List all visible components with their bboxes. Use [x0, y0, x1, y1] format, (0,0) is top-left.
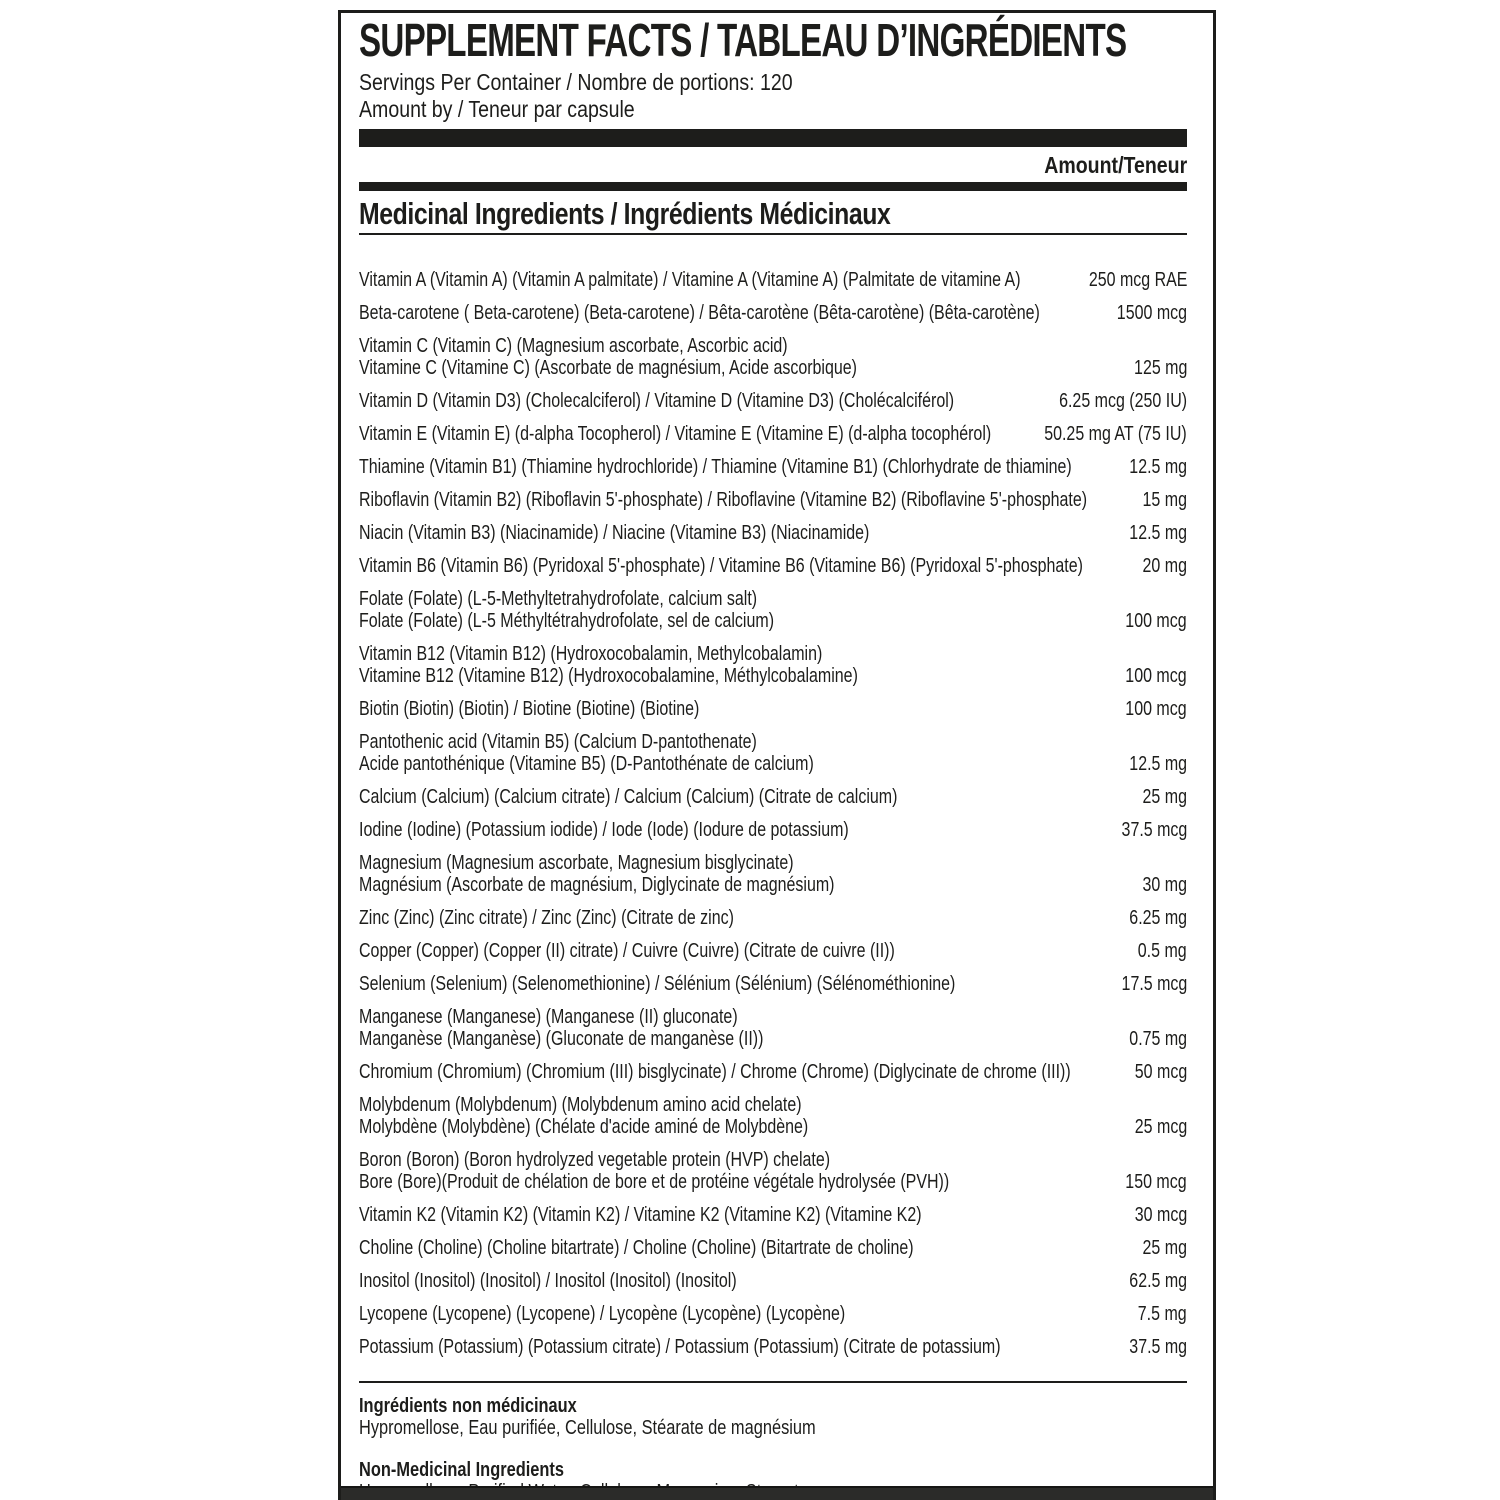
- footer-rule: [359, 1381, 1187, 1383]
- ingredient-amount: 12.5 mg: [1129, 521, 1187, 544]
- ingredient-name-line: Manganèse (Manganèse) (Gluconate de manganèse (II)): [359, 1027, 764, 1050]
- ingredient-name-line: Vitamin B12 (Vitamin B12) (Hydroxocobalamin, Methylcobalamin): [359, 642, 823, 665]
- ingredient-row: [359, 973, 1187, 995]
- ingredient-amount: 100 mcg: [1125, 664, 1187, 687]
- panel-title-text: SUPPLEMENT FACTS / TABLEAU D’INGRÉDIENTS: [359, 14, 1127, 66]
- ingredient-row: [359, 852, 1187, 896]
- non-medicinal-fr-block: [359, 1395, 1187, 1439]
- ingredient-amount: 20 mg: [1142, 554, 1187, 577]
- ingredient-name: [359, 1204, 1187, 1226]
- ingredient-name-line: Acide pantothénique (Vitamine B5) (D-Pantothénate de calcium): [359, 752, 814, 775]
- ingredient-row: [359, 456, 1187, 478]
- ingredient-row: [359, 907, 1187, 929]
- non-medicinal-en-heading: Non-Medicinal Ingredients: [359, 1459, 565, 1481]
- ingredient-name-line: Vitamin C (Vitamin C) (Magnesium ascorbate, Ascorbic acid): [359, 334, 788, 357]
- ingredient-name: [359, 1094, 1187, 1138]
- ingredient-row: [359, 335, 1187, 379]
- ingredient-name: [359, 731, 1187, 775]
- ingredient-amount: 25 mg: [1142, 785, 1187, 808]
- ingredient-name: [359, 852, 1187, 896]
- ingredient-name-line: Vitamin B6 (Vitamin B6) (Pyridoxal 5'-phosphate) / Vitamine B6 (Vitamine B6) (Pyridoxal 5'-phosphate): [359, 554, 1083, 577]
- ingredient-name: [359, 973, 1187, 995]
- ingredient-row: [359, 555, 1187, 577]
- non-medicinal-fr-heading: Ingrédients non médicinaux: [359, 1395, 577, 1417]
- ingredient-name-line: Calcium (Calcium) (Calcium citrate) / Calcium (Calcium) (Citrate de calcium): [359, 785, 898, 808]
- ingredient-name: [359, 1061, 1187, 1083]
- ingredient-name-line: Magnesium (Magnesium ascorbate, Magnesium bisglycinate): [359, 851, 794, 874]
- amount-per-line: Amount by / Teneur par capsule: [359, 96, 635, 122]
- ingredient-amount: 6.25 mcg (250 IU): [1059, 389, 1187, 412]
- ingredient-name: [359, 335, 1187, 379]
- ingredient-name-line: Potassium (Potassium) (Potassium citrate) / Potassium (Potassium) (Citrate de potassium): [359, 1335, 1001, 1358]
- ingredient-amount: 12.5 mg: [1129, 752, 1187, 775]
- ingredient-name: [359, 489, 1187, 511]
- ingredient-name-line: Niacin (Vitamin B3) (Niacinamide) / Niacine (Vitamine B3) (Niacinamide): [359, 521, 870, 544]
- ingredient-amount: 37.5 mcg: [1121, 818, 1187, 841]
- ingredient-name-line: Vitamin E (Vitamin E) (d-alpha Tocopherol) / Vitamine E (Vitamine E) (d-alpha tocophérol): [359, 422, 992, 445]
- ingredient-row: [359, 588, 1187, 632]
- ingredient-row: [359, 1149, 1187, 1193]
- ingredient-name: [359, 456, 1187, 478]
- ingredient-name: [359, 786, 1187, 808]
- ingredient-name-line: Vitamine C (Vitamine C) (Ascorbate de magnésium, Acide ascorbique): [359, 356, 857, 379]
- ingredient-row: [359, 269, 1187, 291]
- ingredient-row: [359, 643, 1187, 687]
- ingredient-rows: [359, 269, 1187, 1358]
- ingredient-amount: 15 mg: [1142, 488, 1187, 511]
- ingredient-row: [359, 1336, 1187, 1358]
- ingredient-name-line: Zinc (Zinc) (Zinc citrate) / Zinc (Zinc) (Citrate de zinc): [359, 906, 734, 929]
- ingredient-name-line: Biotin (Biotin) (Biotin) / Biotine (Biotine) (Biotine): [359, 697, 700, 720]
- bottom-bar: [341, 1486, 1213, 1500]
- ingredient-row: [359, 1237, 1187, 1259]
- non-medicinal-fr-list: Hypromellose, Eau purifiée, Cellulose, Stéarate de magnésium: [359, 1417, 816, 1439]
- servings-line: Servings Per Container / Nombre de portions: 120: [359, 69, 793, 95]
- ingredient-row: [359, 1094, 1187, 1138]
- ingredient-name: [359, 1303, 1187, 1325]
- ingredient-name-line: Pantothenic acid (Vitamin B5) (Calcium D-pantothenate): [359, 730, 757, 753]
- ingredient-row: [359, 786, 1187, 808]
- ingredient-amount: 7.5 mg: [1138, 1302, 1187, 1325]
- ingredient-name-line: Magnésium (Ascorbate de magnésium, Diglycinate de magnésium): [359, 873, 835, 896]
- ingredient-row: [359, 1006, 1187, 1050]
- supplement-facts-panel: [338, 10, 1216, 1500]
- ingredient-name-line: Riboflavin (Vitamin B2) (Riboflavin 5'-phosphate) / Riboflavine (Vitamine B2) (Riboflavine 5'-phosphate): [359, 488, 1088, 511]
- ingredient-row: [359, 489, 1187, 511]
- ingredient-name-line: Lycopene (Lycopene) (Lycopene) / Lycopène (Lycopène) (Lycopène): [359, 1302, 846, 1325]
- ingredient-amount: 25 mcg: [1134, 1115, 1187, 1138]
- ingredient-name: [359, 588, 1187, 632]
- ingredient-amount: 50.25 mg AT (75 IU): [1044, 422, 1187, 445]
- ingredient-amount: 100 mcg: [1125, 609, 1187, 632]
- ingredient-name-line: Beta-carotene ( Beta-carotene) (Beta-carotene) / Bêta-carotène (Bêta-carotène) (Bêta-carotène): [359, 301, 1040, 324]
- ingredient-row: [359, 819, 1187, 841]
- ingredient-name-line: Folate (Folate) (L-5-Methyltetrahydrofolate, calcium salt): [359, 587, 758, 610]
- ingredient-amount: 6.25 mg: [1129, 906, 1187, 929]
- ingredient-row: [359, 731, 1187, 775]
- ingredient-name-line: Choline (Choline) (Choline bitartrate) / Choline (Choline) (Bitartrate de choline): [359, 1236, 914, 1259]
- ingredient-name-line: Thiamine (Vitamin B1) (Thiamine hydrochloride) / Thiamine (Vitamine B1) (Chlorhydrate de thiamine): [359, 455, 1072, 478]
- ingredient-name: [359, 940, 1187, 962]
- ingredient-name-line: Manganese (Manganese) (Manganese (II) gluconate): [359, 1005, 738, 1028]
- ingredient-amount: 1500 mcg: [1116, 301, 1187, 324]
- ingredient-row: [359, 698, 1187, 720]
- ingredient-name-line: Vitamine B12 (Vitamine B12) (Hydroxocobalamine, Méthylcobalamine): [359, 664, 858, 687]
- ingredient-name: [359, 698, 1187, 720]
- ingredient-name: [359, 555, 1187, 577]
- ingredient-name: [359, 907, 1187, 929]
- ingredient-name: [359, 819, 1187, 841]
- section-heading: Medicinal Ingredients / Ingrédients Médicinaux: [359, 196, 891, 231]
- ingredient-name: [359, 1270, 1187, 1292]
- ingredient-amount: 62.5 mg: [1129, 1269, 1187, 1292]
- ingredient-name: [359, 643, 1187, 687]
- ingredient-name: [359, 302, 1187, 324]
- header-divider-bar: [359, 129, 1187, 147]
- section-heading-rule: [359, 233, 1187, 235]
- ingredient-name-line: Folate (Folate) (L-5 Méthyltétrahydrofolate, sel de calcium): [359, 609, 775, 632]
- amount-column-header: Amount/Teneur: [1044, 152, 1187, 178]
- ingredient-amount: 50 mcg: [1134, 1060, 1187, 1083]
- ingredient-name-line: Boron (Boron) (Boron hydrolyzed vegetable protein (HVP) chelate): [359, 1148, 831, 1171]
- ingredient-name: [359, 522, 1187, 544]
- ingredient-amount: 30 mcg: [1134, 1203, 1187, 1226]
- ingredient-row: [359, 940, 1187, 962]
- panel-title: [359, 14, 1187, 66]
- ingredient-name-line: Molybdenum (Molybdenum) (Molybdenum amino acid chelate): [359, 1093, 802, 1116]
- ingredient-name: [359, 1149, 1187, 1193]
- ingredient-amount: 250 mcg RAE: [1088, 268, 1187, 291]
- ingredient-row: [359, 1303, 1187, 1325]
- ingredient-amount: 17.5 mcg: [1121, 972, 1187, 995]
- ingredient-amount: 125 mg: [1133, 356, 1187, 379]
- ingredient-name-line: Vitamin D (Vitamin D3) (Cholecalciferol) / Vitamine D (Vitamine D3) (Cholécalciférol): [359, 389, 955, 412]
- ingredient-name: [359, 1006, 1187, 1050]
- ingredient-name-line: Chromium (Chromium) (Chromium (III) bisglycinate) / Chrome (Chrome) (Diglycinate de chrome (III)): [359, 1060, 1071, 1083]
- ingredient-amount: 100 mcg: [1125, 697, 1187, 720]
- header-divider-bar-thin: [359, 182, 1187, 191]
- ingredient-row: [359, 522, 1187, 544]
- ingredient-row: [359, 1204, 1187, 1226]
- ingredient-row: [359, 1270, 1187, 1292]
- ingredient-row: [359, 1061, 1187, 1083]
- ingredient-amount: 150 mcg: [1125, 1170, 1187, 1193]
- ingredient-name: [359, 1237, 1187, 1259]
- panel-content: [341, 14, 1213, 1500]
- ingredient-row: [359, 423, 1187, 445]
- ingredient-amount: 25 mg: [1142, 1236, 1187, 1259]
- ingredient-row: [359, 302, 1187, 324]
- ingredient-name: [359, 1336, 1187, 1358]
- ingredient-name-line: Bore (Bore)(Produit de chélation de bore et de protéine végétale hydrolysée (PVH)): [359, 1170, 950, 1193]
- ingredient-amount: 37.5 mg: [1129, 1335, 1187, 1358]
- ingredient-amount: 30 mg: [1142, 873, 1187, 896]
- ingredient-name-line: Vitamin A (Vitamin A) (Vitamin A palmitate) / Vitamine A (Vitamine A) (Palmitate de vitamine A): [359, 268, 1021, 291]
- ingredient-amount: 12.5 mg: [1129, 455, 1187, 478]
- ingredient-name-line: Selenium (Selenium) (Selenomethionine) / Sélénium (Sélénium) (Sélénométhionine): [359, 972, 956, 995]
- ingredient-amount: 0.75 mg: [1129, 1027, 1187, 1050]
- ingredient-name-line: Inositol (Inositol) (Inositol) / Inositol (Inositol) (Inositol): [359, 1269, 737, 1292]
- ingredient-name-line: Copper (Copper) (Copper (II) citrate) / Cuivre (Cuivre) (Citrate de cuivre (II)): [359, 939, 895, 962]
- ingredient-amount: 0.5 mg: [1138, 939, 1187, 962]
- ingredient-name-line: Iodine (Iodine) (Potassium iodide) / Iode (Iode) (Iodure de potassium): [359, 818, 849, 841]
- ingredient-name-line: Vitamin K2 (Vitamin K2) (Vitamin K2) / Vitamine K2 (Vitamine K2) (Vitamine K2): [359, 1203, 922, 1226]
- ingredient-name-line: Molybdène (Molybdène) (Chélate d'acide aminé de Molybdène): [359, 1115, 809, 1138]
- ingredient-row: [359, 390, 1187, 412]
